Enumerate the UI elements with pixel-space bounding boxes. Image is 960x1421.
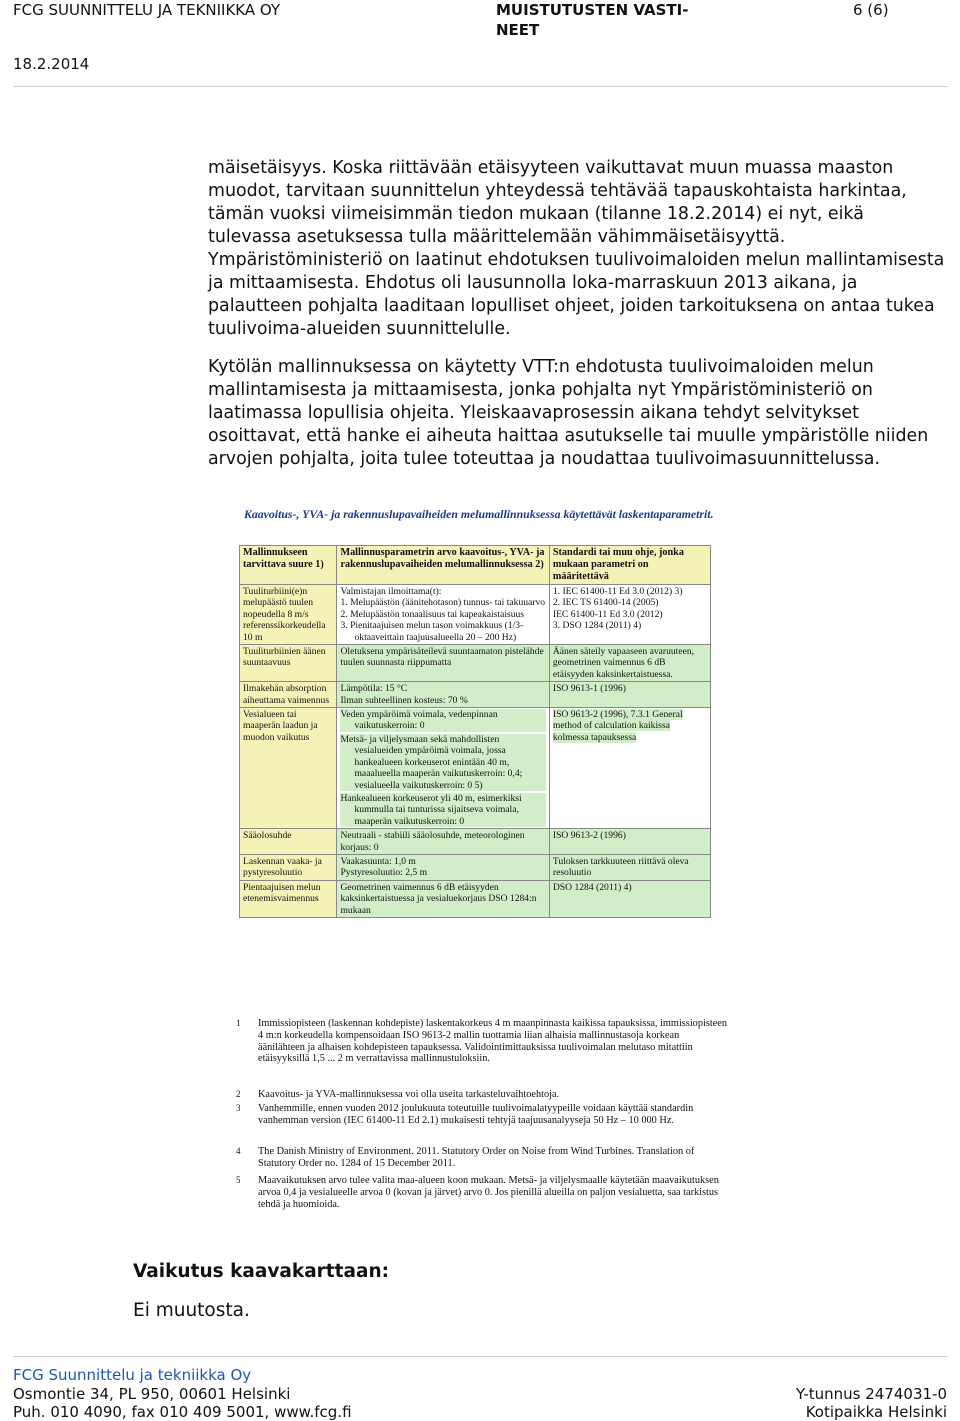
body-paragraph-1: mäisetäisyys. Koska riittävään etäisyyteen vaikuttavat muun muassa maaston muodot, tarvitaan suunnittelun yhteydessä tehtävää tapauskohtaista harkintaa, tämän vuoksi viimeisimmän tiedon mukaan (tilanne 18.2.2014) ei nyt, eikä tulevassa asetuksessa tulla määrittelemään vähimmäisetäisyyttä. Ympäristöministeriö on laatinut ehdotuksen tuulivoimaloiden melun mallintamisesta ja mittaamisesta. Ehdotus oli lausunnolla loka-marraskuun 2013 aikana, ja palautteen pohjalta laaditaan lopulliset ohjeet, joiden tarkoituksena on antaa tukea tuulivoima-alueiden suunnittelulle. [208,158,945,339]
cell-line: Hankealueen korkeuserot yli 40 m, esimerkiksi kummulla tai tunturissa sijaitseva voimala, maaperän vaikutuskerroin: 0 [340,793,545,827]
footer-address: Osmontie 34, PL 950, 00601 Helsinki [13,1385,291,1403]
table-row [240,854,711,880]
table-cell: Geometrinen vaimennus 6 dB etäisyyden kaksinkertaistuessa ja vesialuekorjaus DSO 1284:n mukaan [337,880,549,917]
body-paragraph-2: Kytölän mallinnuksessa on käytetty VTT:n ehdotusta tuulivoimaloiden melun mallintamisesta ja mittaamisesta, jonka pohjalta nyt Ympäristöministeriö on laatimassa lopullisia ohjeita. Yleiskaavaprosessin aikana tehdyt selvitykset osoittavat, että hanke ei aiheuta haittaa asutukselle tai muulle ympäristölle niiden arvojen pohjalta, joita tulee toteuttaa ja noudattaa tuulivoimasuunnittelussa. [208,357,929,469]
cell-line: 3. DSO 1284 (2011) 4) [552,620,642,632]
table-cell: Oletuksena ympärisäteilevä suuntaamaton pistelähde tuulen suunnasta riippumatta [337,645,549,682]
cell-line: IEC 61400-11 Ed 3.0 (2012) [552,608,663,620]
footer-divider [13,1356,948,1357]
table-cell [549,585,710,645]
footnote-number: 5 [236,1175,241,1185]
header-doc-title: MUISTUTUSTEN VASTI-NEET [496,1,689,39]
table-cell [549,708,710,829]
footnote-number: 1 [236,1018,241,1028]
footnote-number: 2 [236,1089,241,1099]
footnote [236,1103,728,1127]
cell-line: Veden ympäröimä voimala, vedenpinnan vaikutuskerroin: 0 [340,709,545,732]
cell-line: Metsä- ja viljelysmaan sekä mahdollisten vesialueiden ympäröimä voimala, jossa hankealueen korkeuserot enintään 40 m, maaalueella maaperän vaikutuskerroin: 0,4; vesialueella vaikutuskerroin: 0 5) [340,734,545,791]
cell-line: 3. Pienitaajuisen melun tason voimakkuus (1/3-oktaaveittain taajuusalueella 20 – 200 Hz) [340,620,524,643]
table-cell: Tuuliturbiini(e)n melupäästö tuulen nopeudella 8 m/s referenssikorkeudella 10 m [240,585,337,645]
figure-title: Kaavoitus-, YVA- ja rakennuslupavaiheiden melumallinnuksessa käytettävät laskentaparametrit. [244,507,714,521]
footnote-number: 3 [236,1103,241,1113]
figure-scan [232,500,732,1230]
cell-line: 1. Melupäästön (äänitehotason) tunnus- tai takuuarvo [340,597,546,609]
section-heading: Vaikutus kaavakarttaan: [133,1261,390,1282]
table-cell: Lämpötila: 15 °C Ilman suhteellinen kosteus: 70 % [337,682,549,708]
table-row [240,682,711,708]
section-text: Ei muutosta. [133,1300,250,1321]
footnote-number: 4 [236,1146,241,1156]
table-cell: DSO 1284 (2011) 4) [549,880,710,917]
table-cell: Pientaajuisen melun etenemisvaimennus [240,880,337,917]
table-cell: Ilmakehän absorption aiheuttama vaimennus [240,682,337,708]
header-page-number: 6 (6) [853,1,889,19]
table-cell: Laskennan vaaka- ja pystyresoluutio [240,854,337,880]
table-header-cell: Mallinnukseen tarvittava suure 1) [240,546,337,585]
footnote-text: Vanhemmille, ennen vuoden 2012 joulukuuta toteutuille tuulivoimalatyypeille voidaan käyttää standardin vanhemman version (IEC 61400-11 Ed 2.1) mukaisesti tehtyjä taajuusanalyyseja 50 Hz – 10 000 Hz. [258,1103,694,1126]
table-header-row [240,546,711,585]
footnote [236,1175,728,1210]
table-row [240,829,711,855]
footnote [236,1146,728,1170]
table-row [240,645,711,682]
header-date: 18.2.2014 [13,55,90,73]
header-divider [13,86,948,87]
table-row [240,585,711,645]
cell-line: 2. Melupäästön tonaalisuus tai kapeakaistaisuus [340,608,525,620]
footer-business-id: Y-tunnus 2474031-0 [795,1385,947,1403]
table-cell: Äänen säteily vapaaseen avaruuteen, geometrinen vaimennus 6 dB etäisyyden kaksinkertaistuessa. [549,645,710,682]
table-row [240,880,711,917]
header-company: FCG SUUNNITTELU JA TEKNIIKKA OY [13,1,281,19]
footnote-text: Kaavoitus- ja YVA-mallinnuksessa voi olla useita tarkasteluvaihtoehtoja. [258,1089,560,1100]
footer-company: FCG Suunnittelu ja tekniikka Oy [13,1366,252,1384]
table-cell: Tuuliturbiinien äänen suuntaavuus [240,645,337,682]
table-cell: ISO 9613-1 (1996) [549,682,710,708]
table-cell: Vaakasuunta: 1,0 m Pystyresoluutio: 2,5 m [337,854,549,880]
table-cell: Tuloksen tarkkuuteen riittävä oleva resoluutio [549,854,710,880]
table-header-cell: Standardi tai muu ohje, jonka mukaan parametri on määritettävä [549,546,710,585]
footnote-text: Maavaikutuksen arvo tulee valita maa-alueen koon mukaan. Metsä- ja viljelysmaalle käytetään maavaikutuksen arvoa 0,4 ja vesialueelle arvoa 0 (kovan ja järvet) arvo 0. Jos pienillä alueilla on paljon vesialuetta, saa tarkistus tehdä ja huomioida. [258,1175,719,1210]
parameter-table [239,545,711,918]
table-cell: Sääolosuhde [240,829,337,855]
footnote-text: The Danish Ministry of Environment. 2011. Statutory Order on Noise from Wind Turbines. Translation of Statutory Order no. 1284 of 15 December 2011. [258,1146,695,1169]
table-row [240,708,711,829]
table-cell: Vesialueen tai maaperän laadun ja muodon vaikutus [240,708,337,829]
table-cell: ISO 9613-2 (1996) [549,829,710,855]
table-cell [337,585,549,645]
cell-line: ISO 9613-2 (1996), 7.3.1 General method of calculation kaikissa kolmessa tapauksessa [552,709,683,743]
table-cell [337,708,549,829]
footnote [236,1018,728,1065]
table-cell: Neutraali - stabiili sääolosuhde, meteorologinen korjaus: 0 [337,829,549,855]
table-header-cell: Mallinnusparametrin arvo kaavoitus-, YVA- ja rakennuslupavaiheiden melumallinnuksessa 2) [337,546,549,585]
footnote-text: Immissiopisteen (laskennan kohdepiste) laskentakorkeus 4 m maanpinnasta kaikissa tapauksissa, immissiopisteen 4 m:n korkeudella kompensoidaan ISO 9613-2 mallin tuottamia liian alhaisia mallinnustasoja korkean äänilähteen ja alhaisen kohdepisteen tapauksessa. Validointimittauksissa tuulivoimalan melutaso mitattiin etäisyyksillä 1,5 ... 2 m verrattavissa mallinnustuloksiin. [258,1018,727,1065]
footnote [236,1089,728,1101]
footer-contact: Puh. 010 4090, fax 010 409 5001, www.fcg.fi [13,1403,352,1421]
cell-line: Valmistajan ilmoittama(t): [340,586,442,597]
cell-line: 2. IEC TS 61400-14 (2005) [552,597,659,609]
cell-line: 1. IEC 61400-11 Ed 3.0 (2012) 3) [552,586,683,597]
footer-domicile: Kotipaikka Helsinki [805,1403,947,1421]
